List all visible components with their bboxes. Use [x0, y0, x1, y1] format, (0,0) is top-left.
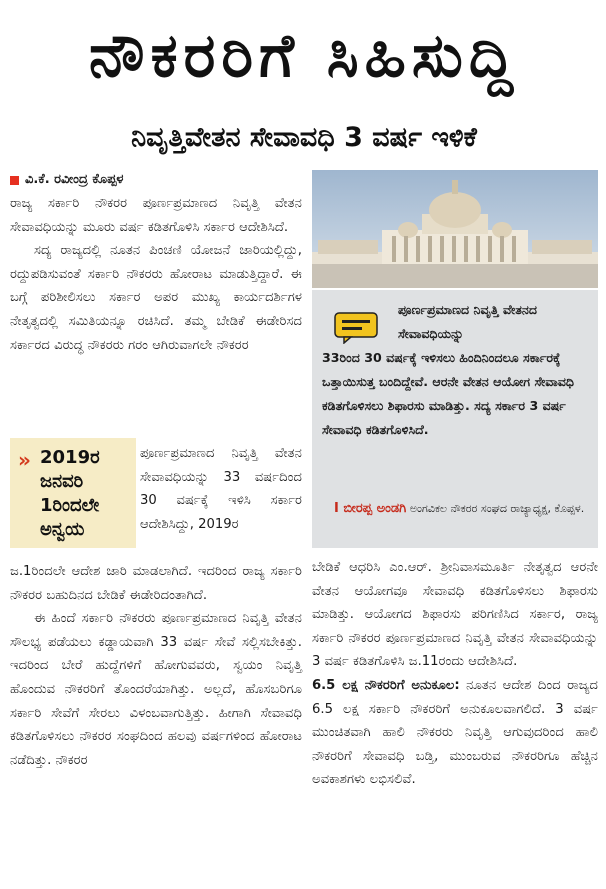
speech-bubble-icon — [334, 312, 378, 344]
left-column-wrap — [140, 442, 302, 536]
quote-text-main: 33ರಿಂದ 30 ವರ್ಷಕ್ಕೆ ಇಳಿಸಲು ಹಿಂದಿನಿಂದಲೂ ಸರ್ಕಾರಕ್ಕೆ ಒತ್ತಾಯಿಸುತ್ತ ಬಂದಿದ್ದೇವೆ. ಆರನೇ ವೇತನ ಆಯೋಗ ಸೇವಾವಧಿ ಕಡಿತಗೊಳಿಸಲು ಶಿಫಾರಸು ಮಾಡಿತ್ತು. ಸದ್ಯ ಸರ್ಕಾರ 3 ವರ್ಷ ಸೇವಾವಧಿ ಕಡಿತಗೊಳಿಸಿದೆ. — [322, 350, 575, 437]
highlight-text: 2019ರ ಜನವರಿ 1ರಿಂದಲೇ ಅನ್ವಯ — [40, 447, 100, 540]
quote-author-role: ಅಂಗವಿಕಲ ನೌಕರರ ಸಂಘದ ರಾಜ್ಯಾಧ್ಯಕ್ಷ, ಕೊಪ್ಪಳ. — [409, 502, 585, 515]
paragraph-background: ಸದ್ಯ ರಾಜ್ಯದಲ್ಲಿ ನೂತನ ಪಿಂಚಣಿ ಯೋಜನೆ ಜಾರಿಯಲ್ಲಿದ್ದು, ರದ್ದುಪಡಿಸುವಂತೆ ಸರ್ಕಾರಿ ನೌಕರರು ಹೋರಾಟ ಮಾಡುತ್ತಿದ್ದಾರೆ. ಈ ಬಗ್ಗೆ ಪರಿಶೀಲಿಸಲು ಸರ್ಕಾರ ಅಪರ ಮುಖ್ಯ ಕಾರ್ಯದರ್ಶಿಗಳ ನೇತೃತ್ವದಲ್ಲಿ ಸಮಿತಿಯನ್ನೂ ರಚಿಸಿದೆ. ತಮ್ಮ ಬೇಡಿಕೆ ಈಡೇರಿಸದ ಸರ್ಕಾರದ ವಿರುದ್ಧ ನೌಕರರು ಗರಂ ಆಗಿರುವಾಗಲೇ ನೌಕರರ — [10, 243, 302, 353]
left-column-bottom — [10, 560, 302, 772]
paragraph-commission: ಬೇಡಿಕೆ ಆಧರಿಸಿ ಎಂ.ಆರ್. ಶ್ರೀನಿವಾಸಮೂರ್ತಿ ನೇತೃತ್ವದ ಆರನೇ ವೇತನ ಆಯೋಗವೂ ಸೇವಾವಧಿ ಕಡಿತಗೊಳಿಸಲು ಶಿಫಾರಸು ಮಾಡಿತ್ತು. ಆಯೋಗದ ಶಿಫಾರಸು ಪರಿಗಣಿಸಿದ ಸರ್ಕಾರ, ರಾಜ್ಯ ಸರ್ಕಾರಿ ನೌಕರರ ಪೂರ್ಣಪ್ರಮಾಣದ ನಿವೃತ್ತಿ ವೇತನ ಸೇವಾವಧಿಯನ್ನು 3 ವರ್ಷ ಕಡಿತಗೊಳಿಸಿ ಜ.11ರಂದು ಆದೇಶಿಸಿದೆ. — [312, 560, 598, 670]
left-column-top — [10, 170, 302, 357]
paragraph-benefit — [312, 674, 598, 792]
paragraph-effective: ಜ.1ರಿಂದಲೇ ಆದೇಶ ಜಾರಿ ಮಾಡಲಾಗಿದೆ. ಇದರಿಂದ ರಾಜ್ಯ ಸರ್ಕಾರಿ ನೌಕರರ ಬಹುದಿನದ ಬೇಡಿಕೆ ಈಡೇರಿದಂತಾಗಿದೆ. — [10, 564, 302, 603]
right-column — [312, 556, 598, 792]
paragraph-history: ಈ ಹಿಂದೆ ಸರ್ಕಾರಿ ನೌಕರರು ಪೂರ್ಣಪ್ರಮಾಣದ ನಿವೃತ್ತಿ ವೇತನ ಸೌಲಭ್ಯ ಪಡೆಯಲು ಕಡ್ಡಾಯವಾಗಿ 33 ವರ್ಷ ಸೇವೆ ಸಲ್ಲಿಸಬೇಕಿತ್ತು. ಇದರಿಂದ ಬೇರೆ ಹುದ್ದೆಗಳಿಗೆ ಹೋಗುವವರು, ಸ್ವಯಂ ನಿವೃತ್ತಿ ಹೊಂದುವ ನೌಕರರಿಗೆ ತೊಂದರೆಯಾಗಿತ್ತು. ಅಲ್ಲದೆ, ಹೊಸಬರಿಗೂ ಸರ್ಕಾರಿ ಸೇವೆಗೆ ಸೇರಲು ವಿಳಂಬವಾಗುತ್ತಿತ್ತು. ಹೀಗಾಗಿ ಸೇವಾವಧಿ ಕಡಿತಗೊಳಿಸಲು ನೌಕರರ ಸಂಘದಿಂದ ಹಲವು ವರ್ಷಗಳಿಂದ ಹೋರಾಟ ನಡೆದಿತ್ತು. ನೌಕರರ — [10, 611, 302, 768]
highlight-box — [10, 438, 136, 548]
paragraph-wrap: ಪೂರ್ಣಪ್ರಮಾಣದ ನಿವೃತ್ತಿ ವೇತನ ಸೇವಾವಧಿಯನ್ನು 33 ವರ್ಷದಿಂದ 30 ವರ್ಷಕ್ಕೆ ಇಳಿಸಿ ಸರ್ಕಾರ ಆದೇಶಿಸಿದ್ದು, 2019ರ — [140, 446, 302, 532]
quote-box — [312, 290, 598, 548]
building-icon — [312, 170, 598, 288]
byline — [10, 170, 302, 190]
red-square-icon — [10, 176, 19, 185]
quote-text-top: ಪೂರ್ಣಪ್ರಮಾಣದ ನಿವೃತ್ತಿ ವೇತನದ ಸೇವಾವಧಿಯನ್ನು — [398, 302, 538, 341]
quote-attribution — [334, 500, 598, 518]
vidhana-soudha-photo — [312, 170, 598, 288]
benefit-lead: 6.5 ಲಕ್ಷ ನೌಕರರಿಗೆ ಅನುಕೂಲ: — [312, 677, 460, 693]
benefit-text: ನೂತನ ಆದೇಶ ದಿಂದ ರಾಜ್ಯದ 6.5 ಲಕ್ಷ ಸರ್ಕಾರಿ ನೌಕರರಿಗೆ ಅನುಕೂಲವಾಗಲಿದೆ. 3 ವರ್ಷ ಮುಂಚಿತವಾಗಿ ಹಾಲಿ ನೌಕರರು ನಿವೃತ್ತಿ ಆಗುವುದರಿಂದ ಹಾಲಿ ನೌಕರರಿಗೆ ಸೇವಾವಧಿ ಬಡ್ತಿ, ಮುಂಬರುವ ನೌಕರರಿಗೂ ಹೆಚ್ಚಿನ ಅವಕಾಶಗಳು ಲಭಿಸಲಿವೆ. — [312, 677, 598, 788]
headline: ನೌಕರರಿಗೆ ಸಿಹಿಸುದ್ದಿ — [88, 21, 520, 91]
subheadline: ನಿವೃತ್ತಿವೇತನ ಸೇವಾವಧಿ 3 ವರ್ಷ ಇಳಿಕೆ — [131, 122, 477, 153]
byline-text: ವಿ.ಕೆ. ರವೀಂದ್ರ ಕೊಪ್ಪಳ — [25, 172, 124, 187]
double-arrow-icon: » — [18, 448, 31, 472]
quote-author: I ಬೀರಪ್ಪ ಅಂಡಗಿ — [334, 501, 407, 516]
paragraph-intro: ರಾಜ್ಯ ಸರ್ಕಾರಿ ನೌಕರರ ಪೂರ್ಣಪ್ರಮಾಣದ ನಿವೃತ್ತಿ ವೇತನ ಸೇವಾವಧಿಯನ್ನು ಮೂರು ವರ್ಷ ಕಡಿತಗೊಳಿಸಿ ಸರ್ಕಾರ ಆದೇಶಿಸಿದೆ. — [10, 196, 302, 235]
